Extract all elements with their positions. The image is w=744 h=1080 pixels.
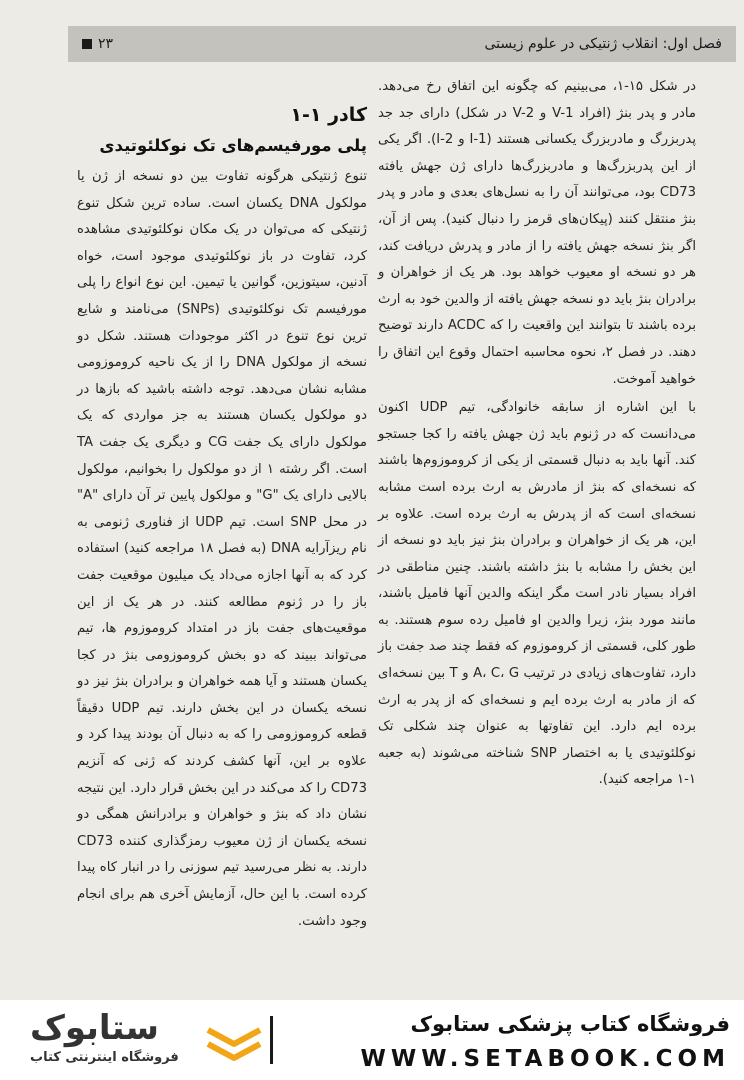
sidebar-box [77, 74, 367, 935]
main-text-column [378, 74, 696, 794]
running-header [68, 26, 736, 62]
chevron-logo-icon [204, 1022, 264, 1070]
body-paragraph: با این اشاره از سابقه خانوادگی، تیم UDP اکنون می‌دانست که در ژنوم باید ژن جهش یافته را کجا جستجو کند. آنها باید به دنبال قسمتی از یکی از کروموزوم‌ها باشند که نسخه‌ای که بنژ از مادرش به ارث برده است مشابه نسخه‌ای است که از پدرش به ارث برده است. علاوه بر این، هر یک از خواهران و برادران بنژ نیز باید دو نسخه از این بخش را مشابه با بنژ داشته باشند. چنین مناطقی در افراد بسیار نادر است مگر اینکه والدین آنها فامیل باشند، مانند مورد بنژ، زیرا والدین او فامیل رده سوم هستند. به طور کلی، قسمتی از کروموزوم که فقط چند صد جفت باز دارد، تفاوت‌های زیادی در ترتیب A، C، G و T بین نسخه‌ای که از مادر به ارث برده ایم و نسخه‌ای که از پدر به ارث برده ایم دارد. این تفاوتها به عنوان چند شکلی تک نوکلئوتیدی یا به اختصار SNP شناخته می‌شوند (به جعبه ۱-۱ مراجعه کنید). [378, 400, 696, 788]
shop-name: فروشگاه کتاب پزشکی ستابوک [410, 1012, 730, 1036]
page-number-group [82, 36, 113, 52]
box-paragraph: تنوع ژنتیکی هرگونه تفاوت بین دو نسخه از ژن یا مولکول DNA یکسان است. ساده ترین شکل تنوع ژنتیکی که می‌توان در یک مکان نوکلئوتیدی مشاهده کرد، تفاوت در باز نوکلئوتیدی موجود است، خواه آدنین، سیتوزین، گوانین یا تیمین. این نوع انواع را پلی مورفیسم تک نوکلئوتیدی (SNPs) می‌نامند و شایع ترین نوع تنوع در اکثر موجودات هستند. شکل دو نسخه از مولکول DNA را از یک ناحیه کروموزومی مشابه نشان می‌دهد. توجه داشته باشید که بازها در دو مولکول یکسان هستند به جز مواردی که یک مولکول دارای یک جفت CG و دیگری یک جفت TA است. اگر رشته ۱ از دو مولکول را بخوانیم، مولکول بالایی دارای یک "G" و مولکول پایین تر آن دارای "A" در محل SNP است. تیم UDP از فناوری ژنومی به نام ریزآرایه DNA (به فصل ۱۸ مراجعه کنید) استفاده کرد که به آنها اجازه می‌داد یک میلیون موقعیت جفت باز را در ژنوم مطالعه کنند. در هر یک از این موقعیت‌های جفت باز در امتداد کروموزوم ها، تیم می‌تواند ببیند که دو بخش کروموزومی بنژ در کجا یکسان هستند و آیا همه خواهران و برادران بنژ نیز دو نسخه یکسان در این بخش دارند. تیم UDP دقیقاً قطعه کروموزومی را که به دنبال آن بودند پیدا کرد و علاوه بر این، آنها کشف کردند که ژنی که آنزیم CD73 را کد می‌کند در این بخش قرار دارد. این نتیجه نشان داد که بنژ و خواهران و برادرانش همگی دو نسخه یکسان از ژن معیوب رمزگذاری کننده CD73 دارند. به نظر می‌رسید تیم سوزنی را در انبار کاه پیدا کرده است. با این حال، آزمایش آخری هم برای انجام وجود داشت. [77, 169, 367, 929]
chapter-title: فصل اول: انقلاب ژنتیکی در علوم زیستی [484, 36, 722, 52]
box-title: کادر ۱-۱ [290, 104, 367, 126]
square-marker-icon [82, 39, 92, 49]
logo-wordmark: ستابوک [30, 1008, 159, 1048]
box-subtitle: پلی مورفیسم‌های تک نوکلئوتیدی [99, 136, 367, 155]
shop-url[interactable]: WWW.SETABOOK.COM [360, 1046, 730, 1072]
footer-divider [270, 1016, 273, 1064]
body-paragraph: در شکل ۱۵-۱، می‌بینیم که چگونه این اتفاق رخ می‌دهد. مادر و پدر بنژ (افراد V-1 و V-2 در شکل) دارای جد جد پدربزرگ و مادربزرگ یکسانی هستند (I-1 و I-2). اگر یکی از این پدربزرگ‌ها و مادربزرگ‌ها دارای ژن جهش یافته CD73 بود، می‌توانند آن را به نسل‌های بعدی و مادر و پدر بنژ منتقل کنند (پیکان‌های قرمز را دنبال کنید). پس از آن، اگر بنژ نسخه جهش یافته را از مادر و پدرش دریافت کند، هر دو نسخه او معیوب خواهد بود. هر یک از خواهران و برادران بنژ باید دو نسخه جهش یافته از والدین خود به ارث برده باشند تا بتوانند این واقعیت را که ACDC دارند توضیح دهند. در فصل ۲، نحوه محاسبه احتمال وقوع این اتفاق را خواهید آموخت. [378, 79, 697, 387]
watermark-footer [0, 1000, 744, 1080]
logo-tagline: فروشگاه اینترنتی کتاب [30, 1050, 179, 1065]
page-number: ۲۳ [98, 36, 114, 52]
